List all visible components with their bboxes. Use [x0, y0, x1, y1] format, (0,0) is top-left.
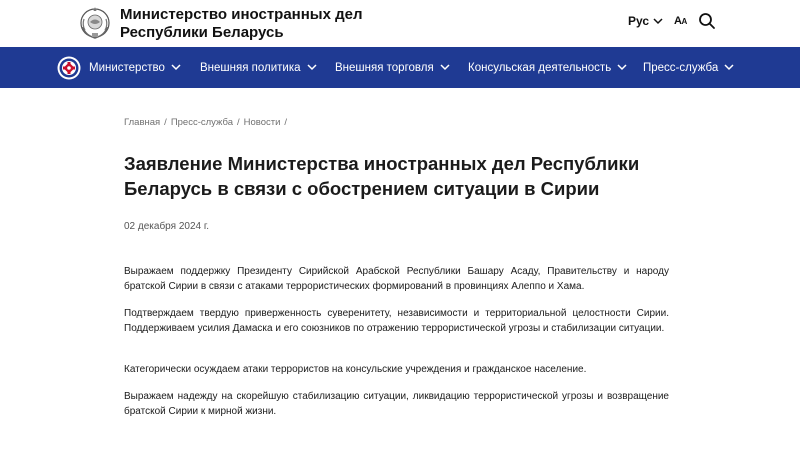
chevron-down-icon — [653, 18, 663, 25]
article-paragraph: Категорически осуждаем атаки террористов на консульские учреждения и гражданское население. — [124, 364, 587, 375]
breadcrumb-home[interactable]: Главная — [124, 117, 161, 128]
article-paragraph: Подтверждаем твердую приверженность суверенитету, независимости и территориальной целостности Сирии. Поддерживаем усилия Дамаска и его союзников по отражению террористической угрозы и стабилизации ситуации. — [124, 308, 669, 334]
breadcrumb-separator: / — [164, 117, 167, 128]
nav-item-label: Внешняя политика — [200, 61, 301, 74]
search-icon[interactable] — [698, 12, 716, 30]
nav-item-label: Внешняя торговля — [335, 61, 434, 74]
chevron-down-icon — [440, 64, 450, 71]
chevron-down-icon — [307, 64, 317, 71]
breadcrumb-separator: / — [237, 117, 240, 128]
breadcrumb — [124, 117, 287, 128]
nav-item-foreign-policy[interactable] — [200, 47, 317, 88]
breadcrumb-separator: / — [284, 117, 288, 128]
main-navigation — [0, 47, 800, 88]
page-title: Заявление Министерства иностранных дел Республики Беларусь в связи с обострением ситуации в Сирии — [124, 153, 640, 199]
state-emblem-icon[interactable] — [79, 5, 111, 41]
language-selector[interactable] — [628, 14, 663, 28]
chevron-down-icon — [724, 64, 734, 71]
site-title-line2: Республики Беларусь — [120, 23, 284, 41]
nav-item-press-service[interactable] — [643, 47, 734, 88]
site-header — [0, 0, 800, 47]
nav-item-label: Консульская деятельность — [468, 61, 612, 74]
font-size-toggle[interactable] — [674, 15, 687, 27]
ministry-logo-icon[interactable] — [57, 56, 81, 80]
nav-item-label: Министерство — [89, 61, 165, 74]
breadcrumb-news[interactable]: Новости — [243, 117, 281, 128]
publication-date: 02 декабря 2024 г. — [124, 221, 210, 232]
font-size-small-label: A — [681, 17, 687, 26]
article-paragraph: Выражаем поддержку Президенту Сирийской Арабской Республики Башару Асаду, Правительству и народу братской Сирии в связи с атаками террористических формирований в провинциях Алеппо и Хама. — [124, 266, 669, 292]
site-title[interactable] — [120, 6, 363, 41]
nav-item-ministry[interactable] — [89, 47, 181, 88]
article-paragraph: Выражаем надежду на скорейшую стабилизацию ситуации, ликвидацию террористической угрозы и возвращение братской Сирии к мирной жизни. — [124, 391, 669, 417]
chevron-down-icon — [617, 64, 627, 71]
nav-item-label: Пресс-служба — [643, 61, 719, 74]
chevron-down-icon — [171, 64, 181, 71]
nav-item-consular[interactable] — [468, 47, 627, 88]
language-label: Рус — [628, 14, 650, 28]
breadcrumb-press-service[interactable]: Пресс-служба — [170, 117, 233, 128]
nav-item-foreign-trade[interactable] — [335, 47, 450, 88]
font-size-big-label: A — [674, 15, 682, 27]
site-title-line1: Министерство иностранных дел — [120, 6, 363, 23]
